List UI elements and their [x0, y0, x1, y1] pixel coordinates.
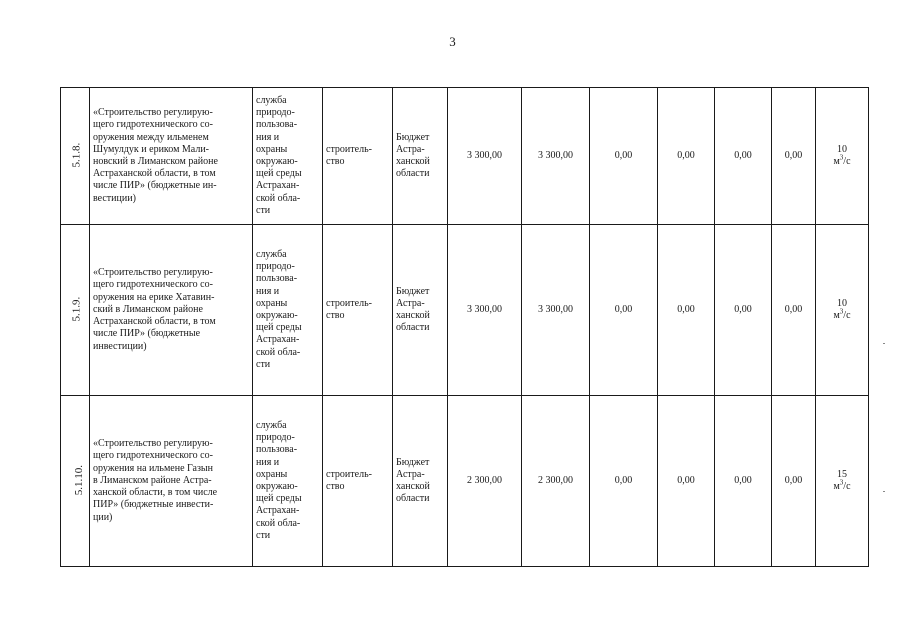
row-number: 5.1.8. — [70, 143, 83, 168]
amount-year: 0,00 — [772, 88, 816, 225]
funding-source-line: Астра- — [396, 143, 425, 155]
unit-exponent: 3 — [839, 307, 844, 316]
row-number-cell — [61, 88, 90, 225]
executor-line: ния и — [256, 131, 280, 143]
amount-year: 0,00 — [590, 88, 658, 225]
funding-source-line: области — [396, 168, 430, 180]
capacity-value: 15 — [837, 468, 847, 480]
amount-year: 0,00 — [658, 396, 715, 567]
executor-line: Астрахан- — [256, 505, 300, 517]
executor-line: служба — [256, 248, 287, 260]
amount-year: 3 300,00 — [522, 88, 590, 225]
measure-name-line: «Строительство регулирую- — [93, 107, 213, 119]
measure-name-line: «Строительство регулирую- — [93, 267, 213, 279]
executor-line: Астрахан- — [256, 180, 300, 192]
capacity-cell — [816, 396, 869, 567]
amount-total: 3 300,00 — [448, 225, 522, 396]
executor-line: ния и — [256, 285, 280, 297]
measure-name-line: оружения на ильмене Газын — [93, 462, 213, 474]
amount-total: 3 300,00 — [448, 88, 522, 225]
row-number-cell — [61, 225, 90, 396]
measure-name-line: щего гидротехнического со- — [93, 119, 213, 131]
executor-line: окружаю- — [256, 481, 298, 492]
measure-name-line: Шумулдук и ериком Мали- — [93, 143, 210, 155]
funding-source-line: ханской — [396, 481, 430, 492]
work-type-line: строитель- — [326, 297, 372, 309]
funding-source-line: Бюджет — [396, 285, 430, 297]
work-type-cell — [323, 396, 393, 567]
executor-line: окружаю- — [256, 310, 298, 321]
amount-year: 2 300,00 — [522, 396, 590, 567]
executor-line: охраны — [256, 143, 288, 155]
table-row — [61, 88, 869, 225]
executor-line: пользова- — [256, 273, 298, 285]
unit-base: м — [833, 156, 840, 167]
unit-exponent: 3 — [839, 153, 844, 162]
measure-name-line: ции) — [93, 511, 113, 523]
scan-speck — [883, 491, 885, 492]
unit-base: м — [833, 310, 840, 321]
executor-cell — [253, 396, 323, 567]
table-row — [61, 225, 869, 396]
executor-line: ской обла- — [256, 517, 301, 529]
executor-line: охраны — [256, 297, 288, 309]
executor-line: охраны — [256, 468, 288, 480]
row-number: 5.1.9. — [70, 297, 83, 322]
funding-source-line: ханской — [396, 156, 430, 167]
funding-source-cell — [393, 396, 448, 567]
executor-line: служба — [256, 419, 287, 431]
measure-name-line: щего гидротехнического со- — [93, 450, 213, 462]
capacity-unit — [833, 307, 851, 321]
unit-suffix: /с — [843, 310, 851, 321]
executor-line: сти — [256, 529, 271, 541]
amount-year: 0,00 — [715, 88, 772, 225]
amount-year: 0,00 — [590, 396, 658, 567]
executor-line: сти — [256, 358, 271, 370]
work-type-line: ство — [326, 156, 345, 167]
executor-cell — [253, 225, 323, 396]
executor-line: щей среды — [256, 493, 302, 505]
amount-total: 2 300,00 — [448, 396, 522, 567]
funding-source-cell — [393, 88, 448, 225]
measure-name-line: оружения на ерике Хатавин- — [93, 291, 215, 303]
funding-source-line: области — [396, 493, 430, 505]
unit-suffix: /с — [843, 481, 851, 492]
measure-name-line: новский в Лиманском районе — [93, 156, 218, 167]
funding-source-line: ханской — [396, 310, 430, 321]
table-row — [61, 396, 869, 567]
measure-name-line: вестиции) — [93, 192, 136, 204]
unit-exponent: 3 — [839, 478, 844, 487]
measure-name-line: ханской области, в том числе — [93, 487, 218, 499]
executor-line: щей среды — [256, 322, 302, 334]
page-number: 3 — [449, 34, 456, 49]
funding-source-line: области — [396, 322, 430, 334]
amount-year: 0,00 — [715, 396, 772, 567]
unit-suffix: /с — [843, 156, 851, 167]
funding-source-line: Астра- — [396, 468, 425, 480]
executor-line: ской обла- — [256, 192, 301, 204]
measure-name-line: числе ПИР» (бюджетные — [93, 328, 201, 340]
unit-base: м — [833, 481, 840, 492]
capacity-unit — [833, 153, 851, 167]
measure-name-line: Астраханской области, в том — [93, 316, 216, 328]
executor-cell — [253, 88, 323, 225]
work-type-line: ство — [326, 481, 345, 492]
amount-year: 0,00 — [590, 225, 658, 396]
measure-name-line: ПИР» (бюджетные инвести- — [93, 499, 214, 511]
measure-name-line: инвестиции) — [93, 340, 147, 352]
amount-year: 0,00 — [658, 88, 715, 225]
executor-line: пользова- — [256, 444, 298, 456]
measure-name-line: Астраханской области, в том — [93, 168, 216, 180]
measure-name-cell — [90, 88, 253, 225]
measure-name-cell — [90, 396, 253, 567]
funding-source-line: Бюджет — [396, 131, 430, 143]
measure-name-line: «Строительство регулирую- — [93, 438, 213, 450]
capacity-value: 10 — [837, 143, 847, 155]
measures-table — [60, 87, 869, 567]
capacity-unit — [833, 478, 851, 492]
measure-name-line: щего гидротехнического со- — [93, 279, 213, 291]
amount-year: 0,00 — [715, 225, 772, 396]
row-number: 5.1.10. — [73, 465, 86, 496]
executor-line: пользова- — [256, 119, 298, 131]
executor-line: природо- — [256, 261, 295, 273]
executor-line: природо- — [256, 107, 295, 119]
work-type-line: строитель- — [326, 143, 372, 155]
work-type-cell — [323, 225, 393, 396]
executor-line: окружаю- — [256, 156, 298, 167]
executor-line: служба — [256, 94, 287, 106]
measure-name-line: оружения между ильменем — [93, 131, 209, 143]
capacity-value: 10 — [837, 297, 847, 309]
amount-year: 3 300,00 — [522, 225, 590, 396]
funding-source-line: Астра- — [396, 297, 425, 309]
row-number-cell — [61, 396, 90, 567]
measure-name-line: числе ПИР» (бюджетные ин- — [93, 180, 217, 192]
work-type-line: строитель- — [326, 468, 372, 480]
measure-name-cell — [90, 225, 253, 396]
amount-year: 0,00 — [772, 225, 816, 396]
executor-line: сти — [256, 204, 271, 216]
work-type-line: ство — [326, 310, 345, 321]
measure-name-line: в Лиманском районе Астра- — [93, 474, 212, 486]
executor-line: щей среды — [256, 168, 302, 180]
work-type-cell — [323, 88, 393, 225]
funding-source-cell — [393, 225, 448, 396]
scan-speck — [883, 343, 885, 344]
executor-line: ния и — [256, 456, 280, 468]
measure-name-line: ский в Лиманском районе — [93, 303, 203, 315]
executor-line: Астрахан- — [256, 334, 300, 346]
amount-year: 0,00 — [658, 225, 715, 396]
executor-line: ской обла- — [256, 346, 301, 358]
funding-source-line: Бюджет — [396, 456, 430, 468]
capacity-cell — [816, 88, 869, 225]
capacity-cell — [816, 225, 869, 396]
executor-line: природо- — [256, 432, 295, 444]
amount-year: 0,00 — [772, 396, 816, 567]
